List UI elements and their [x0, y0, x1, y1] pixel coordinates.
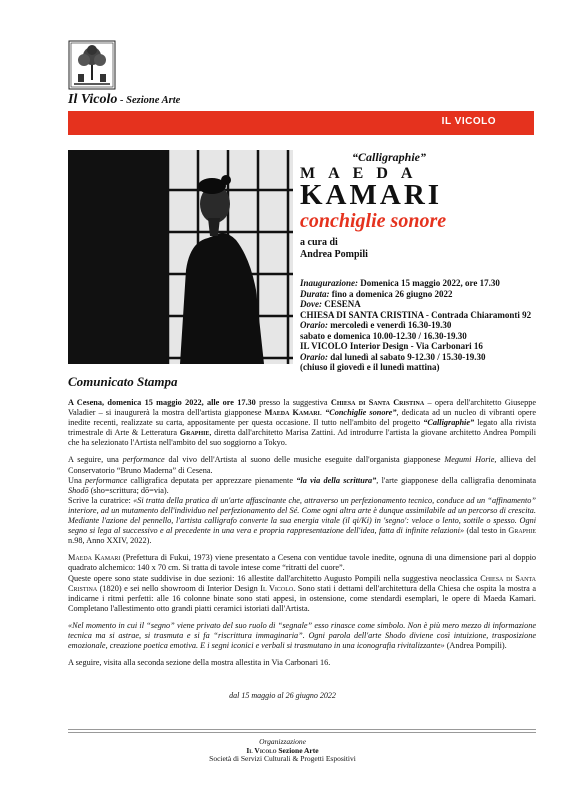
- org-name: Il Vicolo Sezione Arte: [246, 745, 319, 755]
- press-paragraph-3: Maeda Kamari (Prefettura di Fukui, 1973) viene presentato a Cesena con ventidue tavole inedite, ognuna di una dimensione pari al doppio quadrato alchemico: 140 x 70 cm. Si tratta di tavole intese come “ritratti del cuore”. Queste opere sono state suddivise in due sezioni: 16 allestite dall'architetto Augusto Pompili nella suggestiva neoclassica Chiesa di Santa Cristina (1820) e sei nello showroom di Interior Design Il Vicolo. Sono stati i dettami dell'architettura della Chiesa che ospita la mostra a indicarne i ritmi perfetti: alle 16 colonne binate sono stati appesi, in ostensione, come stendardi esemplari, le opere di Maeda Kamari. Completano l'allestimento otto grandi piatti ceramici istoriati dall'Artista.: [68, 553, 536, 613]
- exhibition-dates: dal 15 maggio al 26 giugno 2022: [229, 691, 336, 700]
- organization-block: [0, 738, 565, 764]
- event-info: [300, 278, 531, 373]
- curated-label: a cura di: [300, 237, 338, 248]
- info-label: Inaugurazione:: [300, 278, 359, 288]
- press-heading: Comunicato Stampa: [68, 374, 178, 389]
- tree-emblem-logo: [68, 40, 116, 90]
- curator-name: Andrea Pompili: [300, 249, 368, 260]
- info-line: [300, 320, 531, 331]
- series-title: “Calligraphie”: [352, 150, 427, 164]
- artist-first-name: MAEDA: [300, 165, 426, 182]
- press-paragraph-2: A seguire, una performance dal vivo dell'Artista al suono delle musiche eseguite dall'organista giapponese Megumi Horie, allieva del Conservatorio “Bruno Maderna” di Cesena. Una performance calligrafica deputata per apprezzare pienamente “la via della scrittura”, l'arte giapponese della calligrafia denominata Shodō (sho=scrittura; dō=via). Scrive la curatrice: «Si tratta della pratica di un'arte affascinante che, attraverso un perfezionamento tecnico, conduce ad un “affinamento” interiore, ad un mutamento dell'individuo nel perfezionamento del Sé. Come ogni altra arte è dunque assimilabile ad un percorso di crescita. Mediante l'azione del pennello, l'artista calligrafo converte la sua energia vitale (il qi/Ki) in 'segno': veloce o lento, sottile o spesso. Ogni segno si lega al successivo e al precedente in una vera e propria rappresentazione dell'idea, fatta di infinite relazioni» (dal testo in Graphie n.98, Anno XXIV, 2022).: [68, 455, 537, 546]
- brand-title: [68, 92, 180, 108]
- info-line: [300, 310, 531, 321]
- exhibition-title: conchiglie sonore: [300, 210, 447, 232]
- info-text: CHIESA DI SANTA CRISTINA - Contrada Chiaramonti 92: [300, 309, 532, 320]
- brand-section: - Sezione Arte: [117, 95, 181, 106]
- banner-label: IL VICOLO: [441, 116, 496, 127]
- info-text: fino a domenica 26 giugno 2022: [329, 288, 453, 299]
- press-paragraph-4: «Nel momento in cui il “segno” viene privato del suo ruolo di “segnale” esso rinasce come simbolo. Non è più mero mezzo di informazione tecnica ma si astrae, si trasmuta e si fa “riscrittura immaginaria”. Ogni parola dell'arte Shodo diviene così intuizione, trasposizione emozionale, creazione poetica emotiva. E i segni iconici e verbali si trasmutano in una iconografia rivitalizzante» (Andrea Pompili).: [68, 620, 536, 651]
- header-banner: [68, 111, 534, 135]
- info-line: [300, 341, 531, 352]
- info-label: Durata:: [300, 288, 330, 299]
- org-company: Società di Servizi Culturali & Progetti Espositivi: [209, 754, 356, 764]
- info-text: (chiuso il giovedì e il lunedì mattina): [300, 362, 440, 372]
- press-paragraph-5: A seguire, visita alla seconda sezione della mostra allestita in Via Carbonari 16.: [68, 658, 331, 668]
- footer-divider: [68, 732, 536, 733]
- org-label: Organizzazione: [259, 737, 306, 746]
- press-body: [68, 398, 536, 675]
- info-label: Orario:: [300, 351, 329, 362]
- info-line: [300, 289, 531, 300]
- info-label: Dove:: [300, 299, 322, 309]
- press-paragraph-1: A Cesena, domenica 15 maggio 2022, alle ore 17.30 presso la suggestiva Chiesa di Santa Cristina – opera dell'architetto Giuseppe Valadier – si inaugurerà la mostra dell'artista giapponese Maeda Kamari. “Conchiglie sonore”, dedicata ad un nucleo di vibranti opere inedite recenti, realizzate su carta, appositamente per questa occasione. Il tutto nell'ambito del progetto “Calligraphie” legato alla rivista trimestrale di Arte & Letteratura Graphie, diretta dall'architetto Marisa Zattini. Ad introdurre l'artista la giovane architetto Andrea Pompili che ha selezionato l'Artista nell'ambito del suo soggiorno a Tokyo.: [68, 398, 537, 448]
- info-line: [300, 331, 531, 342]
- info-text: CESENA: [322, 299, 361, 309]
- artist-photo: [68, 150, 293, 364]
- info-text: Domenica 15 maggio 2022, ore 17.30: [358, 278, 500, 288]
- info-text: sabato e domenica 10.00-12.30 / 16.30-19.30: [300, 330, 467, 341]
- info-label: Orario:: [300, 320, 329, 330]
- info-line: [300, 362, 531, 373]
- info-line: [300, 278, 531, 289]
- info-text: dal lunedì al sabato 9-12.30 / 15.30-19.30: [328, 351, 486, 362]
- info-line: [300, 299, 531, 310]
- info-line: [300, 352, 531, 363]
- footer-divider: [68, 729, 536, 730]
- brand-name: Il Vicolo: [68, 92, 118, 107]
- info-text: IL VICOLO Interior Design - Via Carbonari 16: [300, 341, 483, 351]
- artist-last-name: KAMARI: [300, 179, 443, 211]
- info-text: mercoledì e venerdì 16.30-19.30: [328, 320, 452, 330]
- curator-block: [300, 237, 368, 261]
